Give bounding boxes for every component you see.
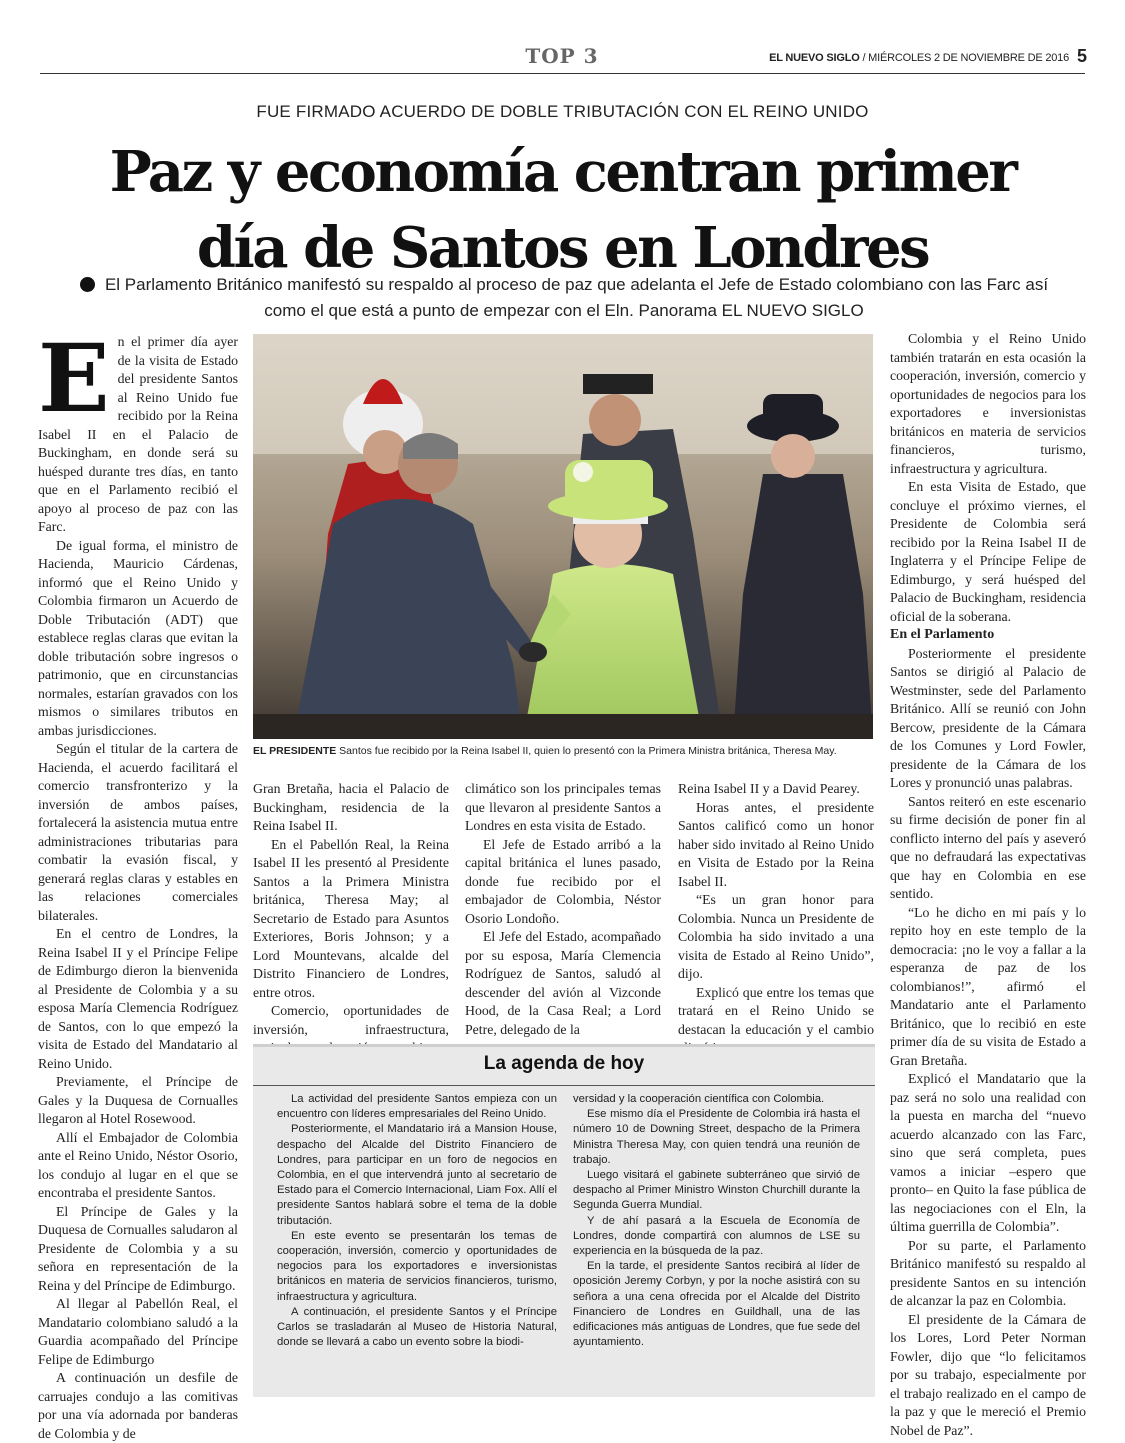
agenda-box	[253, 1044, 875, 1397]
paragraph: “Lo he dicho en mi país y lo repito hoy en este templo de la democracia: ¡no le voy a fallar a la esperanza de paz de los colombianos!”, afirmó el Mandatario ante el Parlamento Británico, que lo recibió en este primer día de su visita de Estado a Gran Bretaña.	[890, 904, 1086, 1068]
agenda-paragraph: versidad y la cooperación científica con Colombia.	[573, 1093, 825, 1105]
headline-line-1: Paz y economía centran primer	[109, 139, 1016, 205]
paragraph: Al llegar al Pabellón Real, el Mandatario colombiano saludó a la Guardia acompañado del Príncipe Felipe de Edimburgo	[38, 1296, 238, 1367]
paragraph: “Es un gran honor para Colombia. Nunca un Presidente de Colombia ha sido invitado a una visita de Estado al Reino Unido”, dijo.	[678, 892, 874, 981]
paragraph: El Príncipe de Gales y la Duquesa de Cornualles saludaron al Presidente de Colombia y a su señora en representación de la Reina y del Príncipe de Edimburgo.	[38, 1203, 238, 1293]
kicker: FUE FIRMADO ACUERDO DE DOBLE TRIBUTACIÓN CON EL REINO UNIDO	[256, 102, 869, 121]
agenda-column-1	[277, 1092, 557, 1350]
paragraph: Gran Bretaña, hacia el Palacio de Buckingham, residencia de la Reina Isabel II.	[253, 781, 449, 833]
paragraph: Allí el Embajador de Colombia ante el Reino Unido, Néstor Osorio, los condujo al lugar en el que se encontraba el presidente Santos.	[38, 1129, 238, 1200]
paragraph: climático son los principales temas que llevaron al presidente Santos a Londres en esta visita de Estado.	[465, 781, 661, 833]
caption-text: Santos fue recibido por la Reina Isabel II, quien lo presentó con la Primera Ministra británica, Theresa May.	[336, 745, 837, 757]
paragraph: Por su parte, el Parlamento Británico manifestó su respaldo al presidente Santos en su intención de alcanzar la paz en Colombia.	[890, 1237, 1086, 1308]
news-photo	[253, 334, 873, 739]
paragraph: El Jefe de Estado arribó a la capital británica el lunes pasado, donde fue recibido por el embajador de Colombia, Néstor Osorio Londoño.	[465, 836, 661, 926]
paragraph: Reina Isabel II y a David Pearey.	[678, 781, 860, 796]
header-rule	[250, 73, 1085, 74]
paragraph: Horas antes, el presidente Santos calificó como un honor haber sido invitado al Reino Unido en Visita de Estado por la Reina Isabel II.	[678, 799, 874, 889]
paragraph: En el Pabellón Real, la Reina Isabel II les presentó al Presidente Santos a la Primera Ministra británica, Theresa May; al Secretario de Estado para Asuntos Exteriores, Boris Johnson; y a Lord Mountevans, alcalde del Distrito Financiero de Londres, entre otros.	[253, 836, 449, 1000]
agenda-title: La agenda de hoy	[483, 1053, 645, 1074]
section-label: TOP 3	[512, 44, 612, 68]
drop-cap: E	[38, 324, 110, 434]
issue-date: / MIÉRCOLES 2 DE NOVIEMBRE DE 2016	[859, 52, 1069, 64]
article-column-right	[890, 330, 1086, 1440]
subheading: En el Parlamento	[890, 627, 995, 642]
caption-lead: EL PRESIDENTE	[253, 745, 337, 757]
paragraph: Santos reiteró en este escenario su firme decisión de poner fin al conflicto interno del país y aseveró que no defraudará las expectativas que hay en Colombia en ese sentido.	[890, 793, 1086, 901]
agenda-paragraph: La actividad del presidente Santos empieza con un encuentro con líderes empresariales del Reino Unido.	[277, 1093, 557, 1121]
agenda-paragraph: En la tarde, el presidente Santos recibirá al líder de oposición Jeremy Corbyn, y por la noche asistirá con su señora a una cena ofrecida por el Alcalde del Distrito Financiero de Londres en Guildhall, una de las edificaciones más antiguas de Londres, que fue sede del ayuntamiento.	[573, 1260, 860, 1349]
paragraph: Colombia y el Reino Unido también tratarán en esta ocasión la cooperación, inversión, comercio y oportunidades de negocios para los exportadores e inversionistas británicos en materia de servicios financieros, turismo, infraestructura y agricultura.	[890, 331, 1086, 476]
paragraph: Explicó que entre los temas que tratará en el Reino Unido se destacan la educación y el cambio	[678, 984, 874, 1037]
paragraph: n el primer día ayer de la visita de Estado del presidente Santos al Reino Unido fue recibido por la Reina Isabel II en el Palacio de Buckingham, en donde será su huésped durante tres días, en tanto que en el Parlamento recibió el apoyo al proceso de paz con las Farc.	[38, 334, 238, 534]
paragraph: De igual forma, el ministro de Hacienda, Mauricio Cárdenas, informó que el Reino Unido y Colombia firmaron un Acuerdo de Doble Tributación (ADT) que establece reglas claras que evitan la doble tributación sobre ingresos o patrimonio, que en circunstancias normales, estarían gravados con los mismos o similares tributos en ambas jurisdicciones.	[38, 537, 238, 738]
agenda-paragraph: En este evento se presentarán los temas de cooperación, inversión, comercio y oportunidades de negocios para los exportadores e inversionistas británicos en materia de servicios financieros, turismo, infraestructura y agricultura.	[277, 1229, 557, 1303]
lead-paragraph	[58, 272, 1070, 324]
agenda-paragraph: Luego visitará el gabinete subterráneo que sirvió de despacho al Primer Ministro Winston Churchill durante la Segunda Guerra Mundial.	[573, 1169, 860, 1212]
lead-text: El Parlamento Británico manifestó su respaldo al proceso de paz que adelanta el Jefe de Estado colombiano con las Farc así como el que está a punto de empezar con el Eln. Panorama EL NUEVO SIGLO	[104, 275, 1049, 320]
publication-name: EL NUEVO SIGLO	[769, 52, 860, 64]
agenda-rule	[253, 1085, 875, 1086]
paragraph: Previamente, el Príncipe de Gales y la Duquesa de Cornualles llegaron al Hotel Rosewood.	[38, 1074, 238, 1126]
paragraph: Comercio, oportunidades de inversión, infraestructura,	[253, 1003, 449, 1037]
headline-line-2: día de Santos en Londres	[196, 215, 929, 281]
article-column-middle-1	[253, 780, 449, 1058]
paragraph: Según el titular de la cartera de Hacienda, el acuerdo facilitará el comercio transfronterizo y la inversión de ambos países, fortalecerá la asistencia mutua entre administraciones tributarias para combatir la evasión fiscal, y generará reglas claras y estables en las relaciones comerciales bilaterales.	[38, 741, 238, 923]
paragraph: En el centro de Londres, la Reina Isabel II y el Príncipe Felipe de Edimburgo dieron la bienvenida al Presidente de Colombia y a su esposa María Clemencia Rodríguez de Santos, con lo que empezó la visita de Estado del Mandatario al Reino Unido.	[38, 926, 238, 1071]
bullet-icon	[80, 277, 95, 292]
article-column-middle-2	[465, 780, 661, 1039]
photo-illustration	[253, 334, 873, 739]
agenda-paragraph: Ese mismo día el Presidente de Colombia irá hasta el número 10 de Downing Street, despacho de la Primera Ministra Theresa May, con quien tendrá una reunión de trabajo.	[573, 1108, 860, 1166]
paragraph: Posteriormente el presidente Santos se dirigió al Palacio de Westminster, sede del Parlamento Británico. Allí se reunió con John Bercow, presidente de la Cámara de los Comunes y Lord Fowler, presidente de la Cámara de los Lores y pronunció unas palabras.	[890, 645, 1086, 790]
article-column-middle-3	[678, 780, 874, 1058]
paragraph: El Jefe del Estado, acompañado por su esposa, María Clemencia Rodríguez de Santos, saludó al descender del avión al Vizconde Hood, de la Casa Real; a Lord Petre, delegado de la	[465, 929, 661, 1037]
masthead	[769, 52, 1069, 64]
article-column-left	[38, 324, 238, 1443]
agenda-paragraph: A continuación, el presidente Santos y el Príncipe Carlos se trasladarán al Museo de Historia Natural, donde se llevará a cabo un evento sobre la biodi-	[277, 1305, 557, 1349]
agenda-column-2	[573, 1092, 860, 1350]
paragraph: A continuación un desfile de carruajes condujo a las comitivas por una vía adornada por banderas de Colombia y de	[38, 1370, 238, 1441]
paragraph: En esta Visita de Estado, que concluye el próximo viernes, el Presidente de Colombia será recibido por la Reina Isabel II de Inglaterra y el Príncipe Felipe de Edimburgo, y será huésped del Palacio de Buckingham, residencia oficial de la soberana.	[890, 479, 1086, 624]
agenda-paragraph: Y de ahí pasará a la Escuela de Economía de Londres, donde compartirá con alumnos de LSE su experiencia en la búsqueda de la paz.	[573, 1214, 860, 1258]
paragraph: Explicó el Mandatario que la paz será no solo una realidad con la puesta en marcha del “nuevo acuerdo alcanzado con las Farc, sino que será completa, pues vamos a iniciar –espero que pronto– en Quito la fase pública de las negociaciones con el Eln, la última guerrilla de Colombia”.	[890, 1071, 1086, 1234]
agenda-paragraph: Posteriormente, el Mandatario irá a Mansion House, despacho del Alcalde del Distrito Financiero de Londres, para participar en un foro de negocios en Colombia, en el que intervendrá junto al secretario de Estado para el Comercio Internacional, Liam Fox. Allí el presidente Santos hablará sobre el tema de la doble tributación.	[277, 1123, 557, 1227]
paragraph: El presidente de la Cámara de los Lores, Lord Peter Norman Fowler, dijo que “lo felicitamos por su trabajo, especialmente por el trabajo realizado en el campo de la paz y que le mereció el Premio Nobel de Paz”.	[890, 1311, 1086, 1438]
page-number: 5	[1076, 46, 1087, 66]
headline	[60, 134, 1065, 286]
photo-caption	[253, 744, 873, 758]
